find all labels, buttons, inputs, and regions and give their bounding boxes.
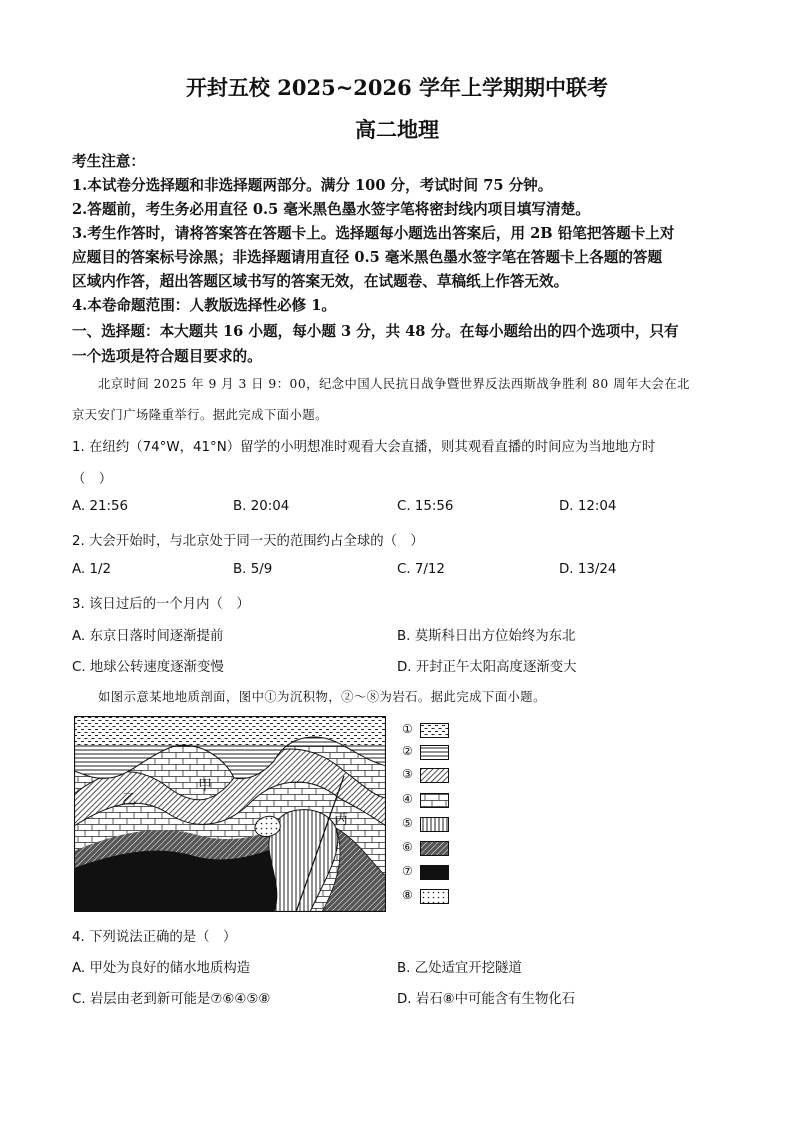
exam-title: 开封五校 2025~2026 学年上学期期中联考 bbox=[185, 75, 609, 100]
question-1-option-c: C. 15:56 bbox=[397, 499, 454, 514]
legend-swatch-7 bbox=[420, 865, 449, 880]
legend-swatch-1 bbox=[420, 723, 449, 738]
notice-item-3-cont2: 区域内作答，超出答题区域书写的答案无效，在试题卷、草稿纸上作答无效。 bbox=[72, 273, 569, 290]
passage-1-cont: 京天安门广场隆重举行。据此完成下面小题。 bbox=[72, 408, 328, 422]
legend-swatch-5 bbox=[420, 817, 449, 832]
question-1-option-a: A. 21:56 bbox=[72, 499, 129, 514]
legend-swatch-2 bbox=[420, 745, 449, 760]
question-4-option-a: A. 甲处为良好的储水地质构造 bbox=[72, 961, 251, 976]
label-yi: 乙 bbox=[122, 792, 136, 808]
label-jia: 甲 bbox=[198, 778, 212, 794]
question-4-option-c: C. 岩层由老到新可能是⑦⑥④⑤⑧ bbox=[72, 992, 271, 1007]
question-2-stem: 2. 大会开始时，与北京处于同一天的范围约占全球的（ ） bbox=[72, 534, 424, 549]
question-3-stem: 3. 该日过后的一个月内（ ） bbox=[72, 597, 250, 612]
question-4-option-d: D. 岩石⑧中可能含有生物化石 bbox=[397, 992, 576, 1007]
question-2-option-b: B. 5/9 bbox=[233, 562, 273, 577]
question-1-option-b: B. 20:04 bbox=[233, 499, 290, 514]
legend-swatch-6 bbox=[420, 841, 449, 856]
legend-label-2: ② bbox=[402, 744, 413, 758]
notice-item-4: 4.本卷命题范围：人教版选择性必修 1。 bbox=[72, 297, 336, 314]
notice-item-3: 3.考生作答时，请将答案答在答题卡上。选择题每小题选出答案后，用 2B 铅笔把答题卡上对 bbox=[72, 225, 675, 242]
notice-item-2: 2.答题前，考生务必用直径 0.5 毫米黑色墨水签字笔将密封线内项目填写清楚。 bbox=[72, 201, 590, 218]
legend-label-4: ④ bbox=[402, 792, 413, 806]
question-3-option-b: B. 莫斯科日出方位始终为东北 bbox=[397, 629, 576, 644]
legend-label-5: ⑤ bbox=[402, 816, 413, 830]
legend-label-7: ⑦ bbox=[402, 864, 413, 878]
notice-item-1: 1.本试卷分选择题和非选择题两部分。满分 100 分，考试时间 75 分钟。 bbox=[72, 177, 553, 194]
exam-subject: 高二地理 bbox=[355, 117, 439, 142]
legend-label-3: ③ bbox=[402, 767, 413, 781]
section-heading-cont: 一个选项是符合题目要求的。 bbox=[72, 348, 262, 365]
notice-heading: 考生注意： bbox=[72, 153, 145, 170]
question-1-stem: 1. 在纽约（74°W，41°N）留学的小明想准时观看大会直播，则其观看直播的时间应为当地地方时 bbox=[72, 440, 656, 455]
legend-swatch-8 bbox=[420, 889, 449, 904]
legend-label-6: ⑥ bbox=[402, 840, 413, 854]
geologic-section-figure bbox=[74, 716, 386, 912]
legend-label-8: ⑧ bbox=[402, 888, 413, 902]
legend-swatch-4 bbox=[420, 793, 449, 808]
passage-1: 北京时间 2025 年 9 月 3 日 9：00，纪念中国人民抗日战争暨世界反法西斯战争胜利 80 周年大会在北 bbox=[98, 377, 690, 391]
notice-item-3-cont: 应题目的答案标号涂黑；非选择题请用直径 0.5 毫米黑色墨水签字笔在答题卡上各题的答题 bbox=[72, 249, 663, 266]
question-3-option-c: C. 地球公转速度逐渐变慢 bbox=[72, 660, 224, 675]
question-1-option-d: D. 12:04 bbox=[559, 499, 617, 514]
legend-label-1: ① bbox=[402, 722, 413, 736]
question-2-option-d: D. 13/24 bbox=[559, 562, 617, 577]
section-heading: 一、选择题：本大题共 16 小题，每小题 3 分，共 48 分。在每小题给出的四个选项中，只有 bbox=[72, 323, 679, 340]
question-1-stem-cont: （ ） bbox=[72, 472, 113, 487]
passage-2: 如图示意某地地质剖面，图中①为沉积物，②～⑧为岩石。据此完成下面小题。 bbox=[98, 690, 546, 704]
question-4-option-b: B. 乙处适宜开挖隧道 bbox=[397, 961, 522, 976]
legend-swatch-3 bbox=[420, 768, 449, 783]
question-4-stem: 4. 下列说法正确的是（ ） bbox=[72, 930, 237, 945]
question-2-option-c: C. 7/12 bbox=[397, 562, 445, 577]
question-3-option-d: D. 开封正午太阳高度逐渐变大 bbox=[397, 660, 577, 675]
question-3-option-a: A. 东京日落时间逐渐提前 bbox=[72, 629, 224, 644]
question-2-option-a: A. 1/2 bbox=[72, 562, 111, 577]
label-bing: 丙 bbox=[334, 812, 348, 828]
